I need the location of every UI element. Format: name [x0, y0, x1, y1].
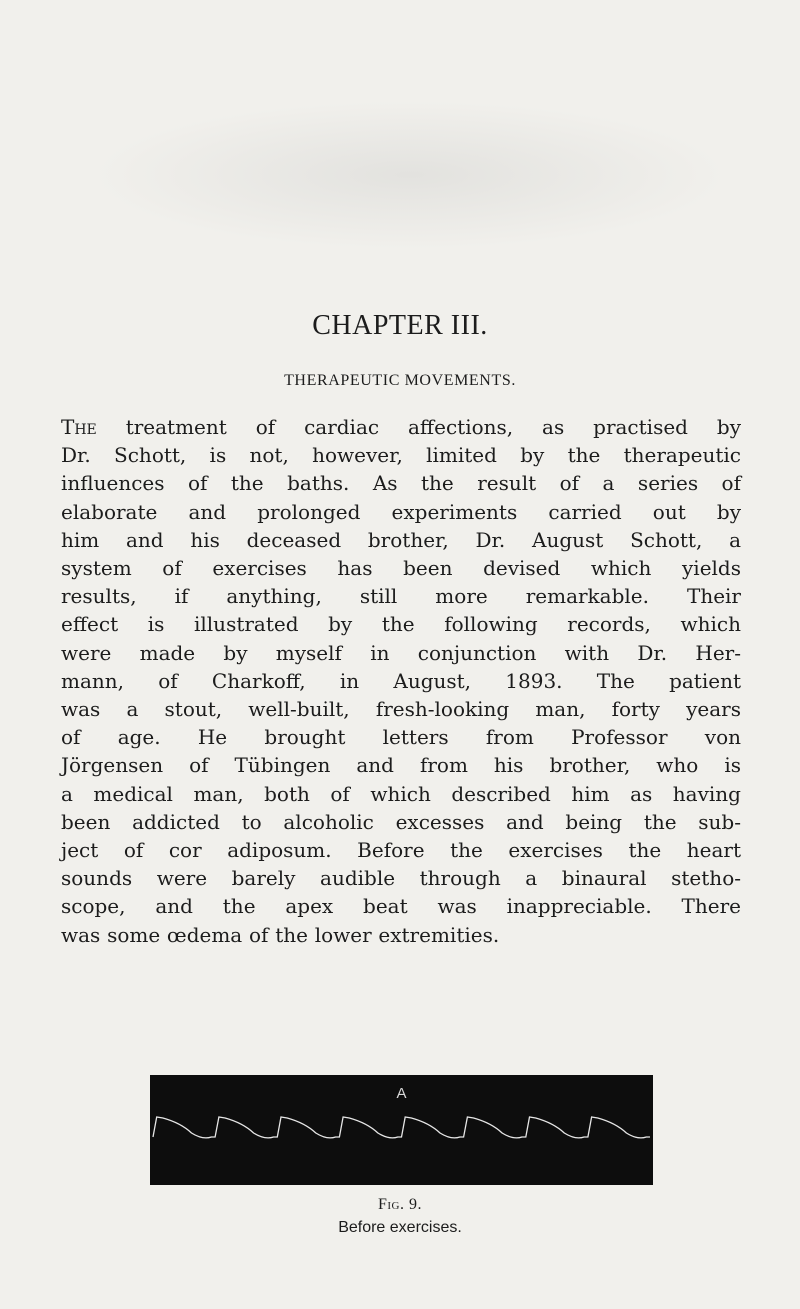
text-line: elaborate and prolonged experiments carried out by: [61, 499, 741, 524]
text-line: scope, and the apex beat was inappreciable. There: [61, 894, 741, 919]
text-line-content: treatment of cardiac affections, as practised by: [96, 415, 741, 439]
text-line: sounds were barely audible through a binaural stetho-: [61, 866, 741, 891]
pulse-trace-line: [153, 1117, 650, 1138]
text-line: [61, 413, 741, 441]
text-line: been addicted to alcoholic excesses and being the sub-: [61, 809, 741, 834]
section-title: THERAPEUTIC MOVEMENTS.: [284, 372, 516, 389]
text-line: Jörgensen of Tübingen and from his brother, who is: [61, 753, 741, 778]
text-line: results, if anything, still more remarkable. Their: [61, 584, 741, 609]
page-shading: [90, 100, 730, 250]
text-line: mann, of Charkoff, in August, 1893. The patient: [61, 668, 741, 693]
text-line: was a stout, well-built, fresh-looking man, forty years: [61, 697, 741, 722]
text-line: system of exercises has been devised which yields: [61, 556, 741, 581]
pulse-trace: [150, 1075, 653, 1185]
text-line: him and his deceased brother, Dr. August Schott, a: [61, 527, 741, 552]
text-line: of age. He brought letters from Professor von: [61, 725, 741, 750]
text-line: a medical man, both of which described him as having: [61, 781, 741, 806]
text-line: influences of the baths. As the result of a series of: [61, 471, 741, 496]
chapter-title: CHAPTER III.: [312, 310, 488, 341]
sphygmograph-figure: [150, 1075, 653, 1185]
figure-number-text: Fig. 9.: [377, 1196, 422, 1213]
text-line: was some œdema of the lower extremities.: [61, 922, 500, 947]
figure-label: A: [396, 1085, 407, 1102]
text-line: ject of cor adiposum. Before the exercises the heart: [61, 838, 741, 863]
text-line: were made by myself in conjunction with Dr. Her-: [61, 640, 741, 665]
figure-number: [0, 1196, 800, 1214]
body-paragraph: [61, 413, 741, 949]
text-line: Dr. Schott, is not, however, limited by the therapeutic: [61, 443, 741, 468]
figure-caption: Before exercises.: [338, 1219, 462, 1236]
lead-word: The: [61, 415, 97, 439]
text-line: effect is illustrated by the following records, which: [61, 612, 741, 637]
